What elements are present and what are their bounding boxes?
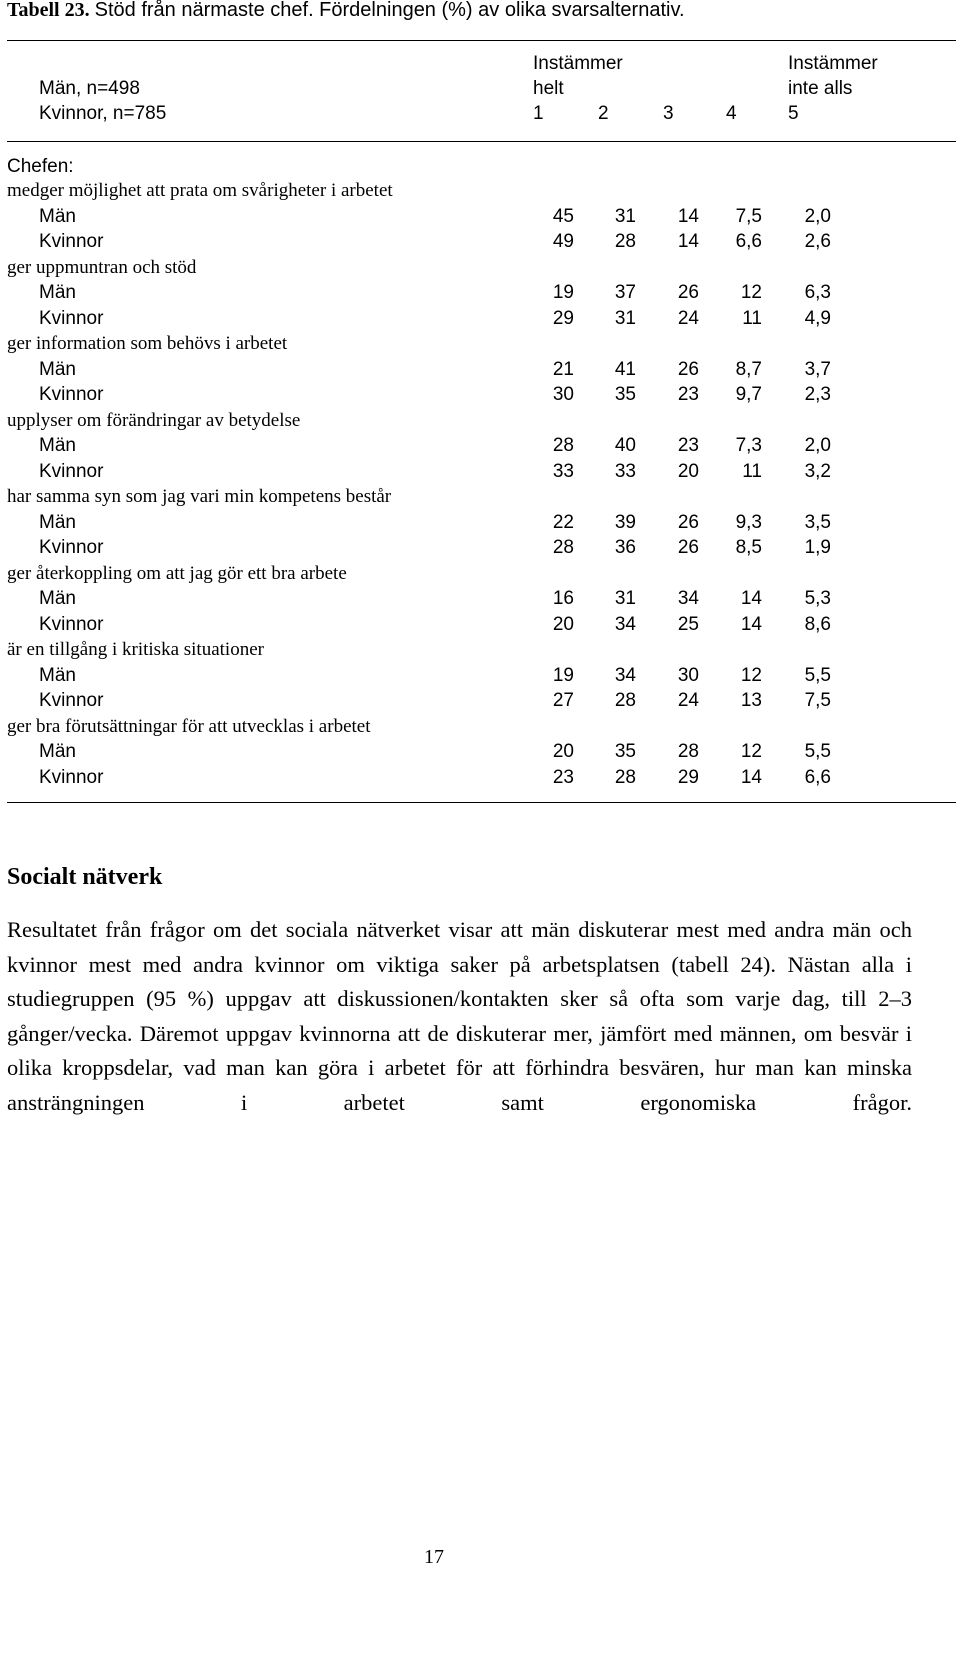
table-cell: 41 <box>614 358 636 380</box>
table-cell: 29 <box>552 307 574 329</box>
table-cell: 11 <box>742 460 762 482</box>
table-cell: 27 <box>552 690 574 711</box>
table-cell: 11 <box>742 307 762 329</box>
table-cell: 33 <box>552 460 574 482</box>
header-group-men: Män, n=498 <box>39 78 140 99</box>
table-item-row <box>0 484 960 510</box>
table-cell: 9,3 <box>735 511 762 533</box>
table-cell: 49 <box>552 231 574 252</box>
table-cell: 5,3 <box>804 588 831 609</box>
table-caption <box>7 0 685 22</box>
header-group-women: Kvinnor, n=785 <box>39 103 167 124</box>
table-cell: 3,5 <box>804 511 831 533</box>
table-item-label: ger bra förutsättningar för att utvecklas i arbetet <box>7 715 371 737</box>
table-cell: 22 <box>552 511 574 533</box>
table-cell: 14 <box>740 766 762 788</box>
table-row <box>0 739 960 765</box>
table-cell: 25 <box>677 613 699 635</box>
table-row <box>0 459 960 485</box>
table-cell: 8,6 <box>804 613 831 635</box>
table-cell: 24 <box>677 690 699 711</box>
table-cell: 13 <box>740 690 762 711</box>
table-cell: 33 <box>614 460 636 482</box>
section-paragraph-text: Resultatet från frågor om det sociala nätverket visar att män diskuterar mest med andra män och kvinnor mest med andra kvinnor om viktiga saker på arbetsplatsen (tabell 24). Nästan alla i studiegruppen (95 %) uppgav att diskussionen/kontakten sker så ofta som varje dag, till 2–3 gånger/vecka. Däremot uppgav kvinnorna att de diskuterar mer, jämfört med männen, om besvär i olika kroppsdelar, vad man kan göra i arbetet för att förhindra besvären, hur man kan minska ansträngningen i arbetet samt ergonomiska frågor. <box>7 917 912 1115</box>
table-cell: 37 <box>614 282 636 303</box>
table-cell: 30 <box>552 384 574 405</box>
section-paragraph <box>7 913 912 1155</box>
table-cell: 26 <box>677 358 699 380</box>
table-cell: 12 <box>740 664 762 686</box>
table-cell: 12 <box>740 741 762 762</box>
table-item-row <box>0 714 960 740</box>
table-cell: 14 <box>677 231 699 252</box>
table-cell: 28 <box>552 537 574 558</box>
table-row-group: Kvinnor <box>39 231 104 252</box>
table-cell: 35 <box>614 741 636 762</box>
table-caption-text: Stöd från närmaste chef. Fördelningen (%) av olika svarsalternativ. <box>94 0 685 21</box>
table-item-row <box>0 331 960 357</box>
table-row-group: Män <box>39 664 76 686</box>
table-row <box>0 382 960 408</box>
table-cell: 7,5 <box>804 690 831 711</box>
table-cell: 20 <box>552 741 574 762</box>
table-cell: 30 <box>677 664 699 686</box>
table-header-rule <box>7 141 956 142</box>
table-row <box>0 663 960 689</box>
table-cell: 7,3 <box>735 435 762 456</box>
header-scale-right-line1: Instämmer <box>788 53 878 74</box>
table-row <box>0 229 960 255</box>
table-item-row <box>0 255 960 281</box>
table-cell: 26 <box>677 537 699 558</box>
table-cell: 2,0 <box>804 205 831 227</box>
table-row <box>0 765 960 791</box>
table-cell: 31 <box>614 307 636 329</box>
table-cell: 21 <box>552 358 574 380</box>
table-row <box>0 535 960 561</box>
table-item-row <box>0 561 960 587</box>
table-cell: 40 <box>614 435 636 456</box>
table-cell: 9,7 <box>735 384 762 405</box>
table-cell: 2,6 <box>804 231 831 252</box>
table-cell: 34 <box>614 613 636 635</box>
table-row <box>0 510 960 536</box>
table-cell: 39 <box>614 511 636 533</box>
table-cell: 6,6 <box>804 766 831 788</box>
table-cell: 20 <box>552 613 574 635</box>
table-cell: 36 <box>614 537 636 558</box>
table-cell: 3,2 <box>804 460 831 482</box>
table-cell: 28 <box>552 435 574 456</box>
table-cell: 24 <box>677 307 699 329</box>
table-row <box>0 280 960 306</box>
table-cell: 8,7 <box>735 358 762 380</box>
table-item-row <box>0 178 960 204</box>
table-caption-label: Tabell 23. <box>7 0 90 21</box>
table-cell: 45 <box>552 205 574 227</box>
table-item-label: har samma syn som jag vari min kompetens består <box>7 486 392 507</box>
header-scale-right-line2: inte alls <box>788 78 853 99</box>
header-scale-left-line2: helt <box>533 78 564 99</box>
table-cell: 6,6 <box>735 231 762 252</box>
table-row-group: Män <box>39 435 76 456</box>
table-item-row <box>0 637 960 663</box>
table-cell: 2,3 <box>804 384 831 405</box>
table-row-group: Män <box>39 588 76 609</box>
table-top-rule <box>7 40 956 41</box>
table-cell: 26 <box>677 282 699 303</box>
table-cell: 8,5 <box>735 537 762 558</box>
table-cell: 23 <box>677 384 699 405</box>
table-item-label: upplyser om förändringar av betydelse <box>7 409 301 431</box>
table-row <box>0 688 960 714</box>
table-cell: 35 <box>614 384 636 405</box>
table-row-group: Män <box>39 205 76 227</box>
table-row-group: Kvinnor <box>39 384 104 405</box>
table-cell: 31 <box>614 588 636 609</box>
table-row-group: Kvinnor <box>39 307 104 329</box>
table-item-label: ger information som behövs i arbetet <box>7 333 288 354</box>
table-item-row <box>0 408 960 434</box>
table-item-label: ger återkoppling om att jag gör ett bra arbete <box>7 562 347 584</box>
table-cell: 23 <box>552 766 574 788</box>
table-cell: 20 <box>677 460 699 482</box>
table-cell: 16 <box>552 588 574 609</box>
table-row-group: Män <box>39 511 76 533</box>
table-cell: 5,5 <box>804 741 831 762</box>
table-bottom-rule <box>7 802 956 803</box>
header-column-5: 5 <box>788 103 799 124</box>
table-cell: 7,5 <box>735 205 762 227</box>
table-item-label: är en tillgång i kritiska situationer <box>7 639 264 660</box>
table-item-label: medger möjlighet att prata om svårigheter i arbetet <box>7 180 393 201</box>
table-row-group: Kvinnor <box>39 537 104 558</box>
page-number: 17 <box>424 1546 444 1568</box>
header-scale-left-line1: Instämmer <box>533 53 623 74</box>
table-row-group: Kvinnor <box>39 613 104 635</box>
table-cell: 29 <box>677 766 699 788</box>
table-cell: 6,3 <box>804 282 831 303</box>
table-section-label: Chefen: <box>7 156 74 177</box>
table-row <box>0 586 960 612</box>
table-cell: 34 <box>614 664 636 686</box>
table-cell: 19 <box>552 664 574 686</box>
table-cell: 34 <box>677 588 699 609</box>
table-cell: 4,9 <box>804 307 831 329</box>
table-cell: 26 <box>677 511 699 533</box>
table-row <box>0 433 960 459</box>
header-column-4: 4 <box>726 103 737 124</box>
table-row-group: Kvinnor <box>39 766 104 788</box>
table-cell: 14 <box>740 613 762 635</box>
table-item-label: ger uppmuntran och stöd <box>7 256 197 278</box>
table-row-group: Kvinnor <box>39 460 104 482</box>
table-cell: 12 <box>740 282 762 303</box>
table-cell: 14 <box>740 588 762 609</box>
header-column-2: 2 <box>598 103 609 124</box>
table-cell: 31 <box>614 205 636 227</box>
table-cell: 5,5 <box>804 664 831 686</box>
section-heading: Socialt nätverk <box>7 864 163 890</box>
table-cell: 28 <box>614 766 636 788</box>
table-row-group: Män <box>39 282 76 303</box>
table-cell: 19 <box>552 282 574 303</box>
table-row <box>0 612 960 638</box>
table-row-group: Kvinnor <box>39 690 104 711</box>
table-cell: 28 <box>677 741 699 762</box>
table-cell: 23 <box>677 435 699 456</box>
table-cell: 2,0 <box>804 435 831 456</box>
table-row <box>0 306 960 332</box>
table-row-group: Män <box>39 741 76 762</box>
header-column-3: 3 <box>663 103 674 124</box>
table-row <box>0 357 960 383</box>
header-column-1: 1 <box>533 103 544 124</box>
table-row-group: Män <box>39 358 76 380</box>
table-cell: 28 <box>614 231 636 252</box>
table-row <box>0 204 960 230</box>
table-cell: 3,7 <box>804 358 831 380</box>
table-cell: 14 <box>677 205 699 227</box>
table-cell: 1,9 <box>804 537 831 558</box>
table-cell: 28 <box>614 690 636 711</box>
